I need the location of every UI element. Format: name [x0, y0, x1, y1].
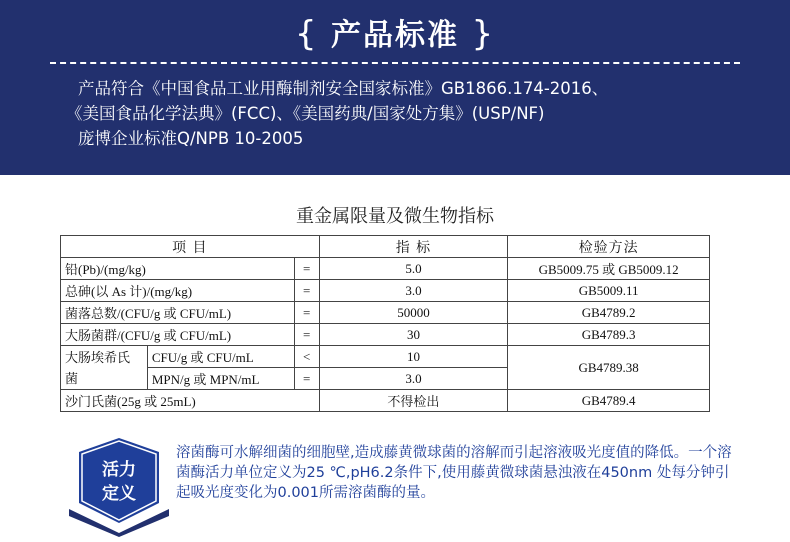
escherichia-label: 大肠埃希氏菌 — [61, 346, 148, 390]
row-item: 沙门氏菌(25g 或 25mL) — [61, 390, 320, 412]
row-item: 大肠菌群/(CFU/g 或 CFU/mL) — [61, 324, 295, 346]
table-header-row — [61, 236, 710, 258]
row-method: GB4789.3 — [508, 324, 710, 346]
row-value: 不得检出 — [319, 390, 508, 412]
row-operator: = — [294, 324, 319, 346]
activity-definition-text: 溶菌酶可水解细菌的细胞壁,造成藤黄微球菌的溶解而引起溶液吸光度值的降低。一个溶菌酶活力单位定义为25 ℃,pH6.2条件下,使用藤黄微球菌悬浊液在450nm 处每分钟引起吸光度变化为0.001所需溶菌酶的量。 — [176, 445, 732, 501]
table-row — [61, 324, 710, 346]
row-method: GB5009.75 或 GB5009.12 — [508, 258, 710, 280]
row-operator: = — [294, 368, 319, 390]
standards-line-1: 产品符合《中国食品工业用酶制剂安全国家标准》GB1866.174-2016、 — [78, 79, 609, 98]
row-operator: = — [294, 258, 319, 280]
badge-line-1: 活力 — [102, 460, 136, 480]
row-method: GB4789.4 — [508, 390, 710, 412]
row-item: 铅(Pb)/(mg/kg) — [61, 258, 295, 280]
row-method: GB4789.2 — [508, 302, 710, 324]
row-value: 3.0 — [319, 280, 508, 302]
title-brace-close: } — [471, 14, 496, 54]
page-title — [0, 10, 790, 54]
row-value: 5.0 — [319, 258, 508, 280]
standards-line-2: 《美国食品化学法典》(FCC)、《美国药典/国家处方集》(USP/NF) — [66, 104, 545, 123]
title-brace-open: { — [294, 14, 319, 54]
title-text: 产品标准 — [331, 18, 459, 53]
hexagon-badge-icon — [64, 437, 174, 537]
row-value: 10 — [319, 346, 508, 368]
activity-definition-badge — [64, 437, 174, 537]
escherichia-method: GB4789.38 — [508, 346, 710, 390]
row-operator: = — [294, 280, 319, 302]
row-item: 菌落总数/(CFU/g 或 CFU/mL) — [61, 302, 295, 324]
escherichia-unit-mpn: MPN/g 或 MPN/mL — [147, 368, 294, 390]
dashed-divider — [50, 62, 740, 64]
row-method: GB5009.11 — [508, 280, 710, 302]
badge-line-2: 定义 — [102, 484, 136, 504]
header-item: 项 目 — [61, 236, 320, 258]
table-row — [61, 280, 710, 302]
table-title: 重金属限量及微生物指标 — [296, 206, 494, 227]
header-index: 指 标 — [319, 236, 508, 258]
row-item: 总砷(以 As 计)/(mg/kg) — [61, 280, 295, 302]
row-value: 30 — [319, 324, 508, 346]
header-method: 检验方法 — [508, 236, 710, 258]
spec-table — [60, 235, 710, 412]
standards-line-3: 庞博企业标准Q/NPB 10-2005 — [78, 129, 304, 148]
escherichia-unit-cfu: CFU/g 或 CFU/mL — [147, 346, 294, 368]
table-row — [61, 302, 710, 324]
table-row — [61, 390, 710, 412]
header-banner — [0, 0, 790, 175]
table-row — [61, 346, 710, 368]
row-operator: = — [294, 302, 319, 324]
row-value: 50000 — [319, 302, 508, 324]
table-row — [61, 258, 710, 280]
standards-text — [66, 76, 768, 151]
row-value: 3.0 — [319, 368, 508, 390]
row-operator: < — [294, 346, 319, 368]
